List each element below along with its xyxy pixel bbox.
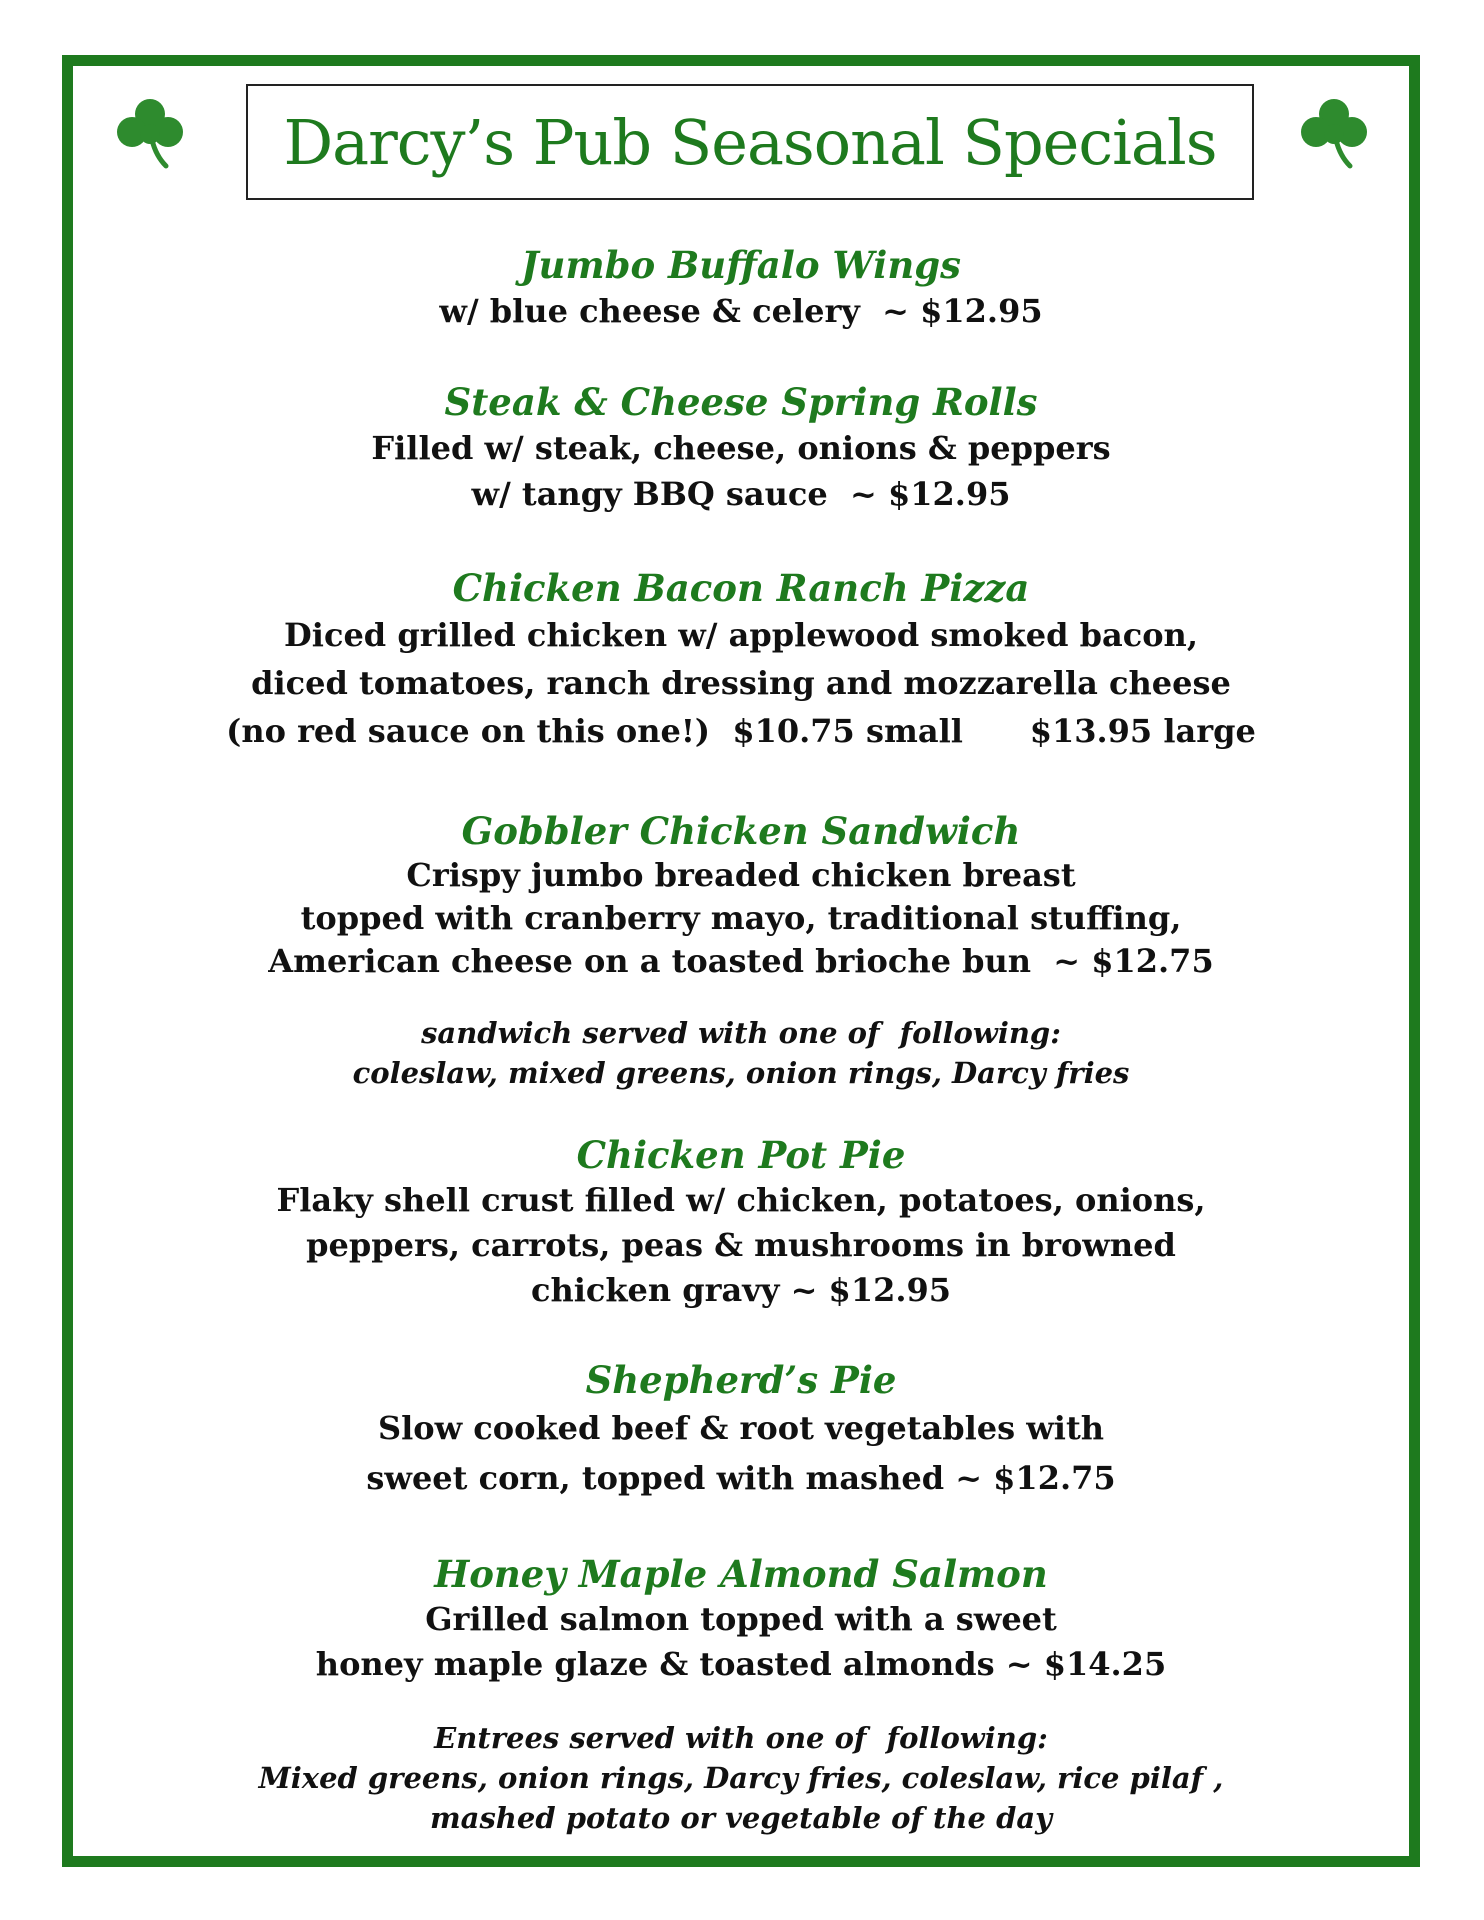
menu-item-pot-pie: [62, 1132, 1420, 1313]
item-description: Crispy jumbo breaded chicken breast: [406, 856, 1076, 894]
menu-item-pizza: [62, 565, 1420, 755]
item-description: Flaky shell crust filled w/ chicken, potatoes, onions,: [276, 1181, 1206, 1219]
item-description: American cheese on a toasted brioche bun ~ $12.75: [268, 942, 1214, 980]
item-description: topped with cranberry mayo, traditional stuffing,: [300, 899, 1182, 937]
item-name: Gobbler Chicken Sandwich: [461, 809, 1021, 853]
title-box: [246, 84, 1254, 200]
item-description: diced tomatoes, ranch dressing and mozzarella cheese: [251, 664, 1231, 702]
item-name: Chicken Pot Pie: [576, 1133, 906, 1177]
menu-item-spring-rolls: [62, 379, 1420, 517]
item-description: w/ tangy BBQ sauce ~ $12.95: [471, 475, 1011, 513]
item-description: Filled w/ steak, cheese, onions & peppers: [371, 429, 1111, 467]
shamrock-icon: [112, 94, 188, 172]
menu-item-salmon: [62, 1551, 1420, 1687]
item-name: Chicken Bacon Ranch Pizza: [452, 566, 1030, 610]
note-line: Mixed greens, onion rings, Darcy fries, coleslaw, rice pilaf ,: [258, 1761, 1224, 1795]
shamrock-icon: [1296, 94, 1372, 172]
page-title: Darcy’s Pub Seasonal Specials: [283, 105, 1217, 179]
note-line: coleslaw, mixed greens, onion rings, Darcy fries: [352, 1056, 1130, 1090]
note-line: Entrees served with one of following:: [434, 1721, 1048, 1755]
note-line: sandwich served with one of following:: [421, 1016, 1061, 1050]
item-description: Slow cooked beef & root vegetables with: [377, 1409, 1104, 1447]
item-description: (no red sauce on this one!) $10.75 small $13.95 large: [226, 712, 1256, 750]
item-description: Grilled salmon topped with a sweet: [425, 1600, 1057, 1638]
menu-item-gobbler-sandwich: [62, 808, 1420, 983]
entree-sides-note: [62, 1718, 1420, 1838]
item-description: chicken gravy ~ $12.95: [530, 1271, 952, 1309]
note-line: mashed potato or vegetable of the day: [430, 1801, 1052, 1835]
item-description: w/ blue cheese & celery ~ $12.95: [439, 292, 1043, 330]
item-description: honey maple glaze & toasted almonds ~ $14.25: [315, 1645, 1167, 1683]
menu-item-buffalo-wings: [62, 242, 1420, 334]
sandwich-sides-note: [62, 1013, 1420, 1093]
item-name: Shepherd’s Pie: [585, 1358, 897, 1402]
item-name: Honey Maple Almond Salmon: [434, 1552, 1048, 1596]
item-name: Jumbo Buffalo Wings: [521, 243, 961, 287]
item-name: Steak & Cheese Spring Rolls: [444, 380, 1038, 424]
item-description: sweet corn, topped with mashed ~ $12.75: [366, 1459, 1116, 1497]
menu-item-shepherds-pie: [62, 1357, 1420, 1503]
item-description: peppers, carrots, peas & mushrooms in browned: [306, 1226, 1176, 1264]
item-description: Diced grilled chicken w/ applewood smoked bacon,: [284, 616, 1198, 654]
